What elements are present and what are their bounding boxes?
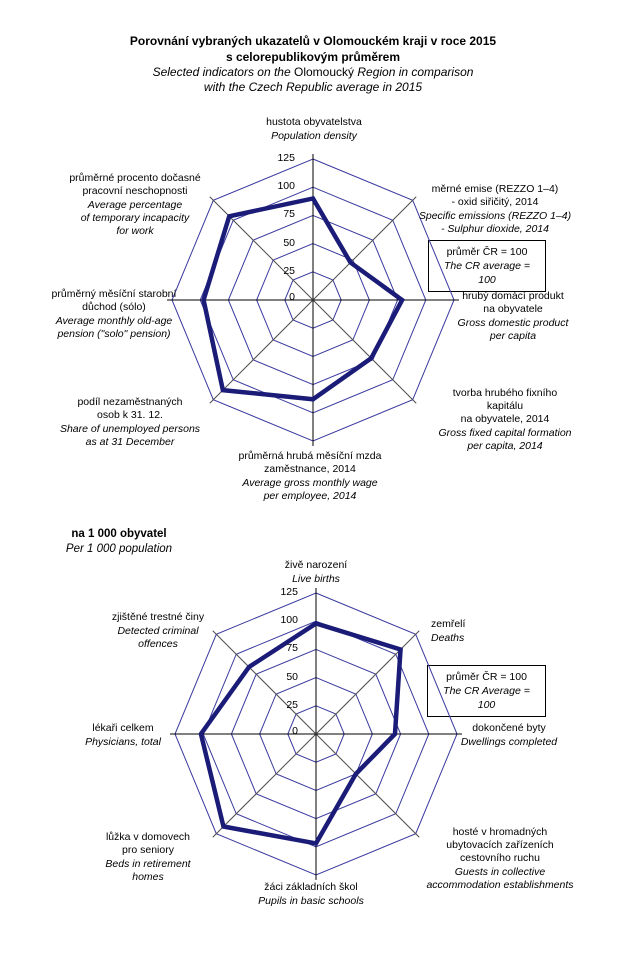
axis-label-en-line: Gross domestic product [457, 317, 569, 329]
axis-label-en-line: Specific emissions (REZZO 1–4) [418, 210, 572, 222]
axis-label-en-line: Population density [271, 130, 357, 142]
tick-label-125: 125 [280, 586, 298, 598]
axis-label-en-line: of temporary incapacity [80, 212, 190, 224]
axis-label-chart1-7 [69, 172, 200, 238]
axis-label-cs-line: důchod (sólo) [82, 301, 146, 313]
axis-label-cs-line: lékaři celkem [92, 722, 154, 734]
figure-title [0, 33, 626, 95]
axis-label-chart2-3 [426, 826, 573, 892]
radar-axis-spoke-1 [316, 631, 419, 734]
axis-label-en-line: pension ("solo" pension) [57, 328, 171, 340]
axis-label-en-line: Guests in collective [454, 866, 546, 878]
tick-label-0: 0 [292, 725, 298, 737]
title-en-line2: with the Czech Republic average in 2015 [203, 80, 423, 94]
axis-label-cs-line: na obyvatele, 2014 [460, 413, 550, 425]
axis-label-cs-line: zaměstnance, 2014 [264, 463, 356, 475]
axis-label-cs-line: cestovního ruchu [460, 852, 540, 864]
axis-label-cs-line: - oxid siřičitý, 2014 [451, 196, 539, 208]
axis-label-chart2-1 [431, 618, 465, 645]
title-cs-line2: s celorepublikovým průměrem [225, 50, 401, 64]
axis-label-chart1-1 [419, 183, 571, 236]
tick-label-125: 125 [277, 152, 295, 164]
axis-label-en-line: Physicians, total [85, 736, 161, 748]
axis-label-en-line: Gross fixed capital formation [438, 427, 572, 439]
axis-label-en-line: Share of unemployed persons [59, 423, 201, 435]
axis-label-cs-line: lůžka v domovech [105, 831, 191, 843]
tick-label-75: 75 [286, 642, 298, 655]
axis-label-cs-line: ubytovacích zařízeních [446, 839, 554, 851]
axis-label-cs-line: průměrná hrubá měsíční mzda [238, 450, 382, 462]
axis-label-chart1-5 [60, 396, 200, 449]
axis-label-en-line: Average monthly old-age [55, 315, 173, 327]
axis-label-en-line: homes [132, 871, 164, 883]
axis-label-chart1-6 [52, 288, 177, 341]
tick-label-25: 25 [286, 698, 298, 711]
axis-label-en-line: Pupils in basic schools [258, 895, 364, 907]
axis-label-cs-line: hustota obyvatelstva [266, 116, 362, 128]
radar-axis-spoke-5 [213, 734, 316, 837]
axis-label-cs-line: pro seniory [122, 844, 174, 856]
tick-label-50: 50 [283, 236, 295, 249]
axis-label-chart1-0 [266, 116, 362, 143]
axis-label-cs-line: osob k 31. 12. [97, 409, 163, 421]
radar-axis-spoke-1 [313, 197, 416, 300]
tick-label-100: 100 [277, 180, 295, 193]
axis-label-en-line: for work [116, 225, 154, 237]
title-cs-line1: Porovnání vybraných ukazatelů v Olomouckém kraji v roce 2015 [129, 34, 497, 48]
axis-label-cs-line: měrné emise (REZZO 1–4) [431, 183, 559, 195]
axis-label-cs-line: zjištěné trestné činy [111, 611, 205, 623]
axis-label-en-line: Detected criminal [117, 625, 199, 637]
axis-label-cs-line: pracovní neschopnosti [82, 185, 188, 197]
axis-label-en-line: as at 31 December [85, 436, 175, 448]
radar-axis-spoke-7 [210, 197, 313, 300]
axis-label-en-line: - Sulphur dioxide, 2014 [440, 223, 549, 235]
axis-label-chart2-7 [112, 611, 204, 651]
axis-label-cs-line: průměrné procento dočasné [69, 172, 201, 184]
axis-label-cs-line: hosté v hromadných [452, 826, 548, 838]
axis-label-en-line: Deaths [431, 632, 465, 644]
axis-label-chart1-2 [458, 290, 569, 343]
axis-label-cs-line: kapitálu [486, 400, 524, 412]
axis-label-chart2-5 [105, 831, 190, 884]
legend2-cs: průměr ČR = 100 [446, 671, 527, 683]
axis-label-chart2-6 [85, 722, 161, 749]
tick-label-25: 25 [283, 264, 295, 277]
tick-label-50: 50 [286, 670, 298, 683]
tick-label-75: 75 [283, 208, 295, 221]
radar-axis-spoke-3 [316, 734, 419, 837]
axis-label-cs-line: průměrný měsíční starobní [51, 288, 177, 300]
section2-heading-cs: na 1 000 obyvatel [71, 528, 167, 540]
axis-label-en-line: Average gross monthly wage [242, 477, 378, 489]
legend2-en: The CR Average = 100 [443, 685, 530, 711]
axis-label-en-line: per employee, 2014 [263, 490, 357, 502]
axis-label-cs-line: hrubý domácí produkt [462, 290, 564, 302]
axis-label-en-line: offences [138, 638, 178, 650]
radar-axis-spoke-7 [213, 631, 316, 734]
legend1-en: The CR average = 100 [443, 260, 531, 286]
axis-label-en-line: accommodation establishments [426, 879, 574, 891]
axis-label-chart2-4 [258, 881, 364, 908]
axis-label-cs-line: živě narození [284, 559, 348, 571]
legend1-cs: průměr ČR = 100 [446, 246, 528, 258]
radar-data-polygon [201, 623, 401, 843]
axis-label-chart2-0 [285, 559, 347, 586]
axis-label-cs-line: dokončené byty [472, 722, 546, 734]
axis-label-en-line: per capita [489, 330, 537, 342]
tick-label-100: 100 [280, 614, 298, 627]
axis-label-en-line: Live births [292, 573, 340, 585]
radar-data-polygon [204, 198, 403, 399]
radar-axis-spoke-5 [210, 300, 313, 403]
axis-label-chart1-4 [239, 450, 382, 503]
title-en-line1: Selected indicators on the Olomoucký Region in comparison [152, 65, 474, 79]
axis-label-cs-line: tvorba hrubého fixního [452, 387, 558, 399]
axis-label-en-line: per capita, 2014 [467, 440, 543, 452]
axis-label-cs-line: zemřelí [431, 618, 466, 630]
axis-label-cs-line: podíl nezaměstnaných [77, 396, 183, 408]
axis-label-en-line: Dwellings completed [460, 736, 558, 748]
axis-label-cs-line: na obyvatele [483, 303, 543, 315]
axis-label-chart1-3 [438, 387, 571, 453]
axis-label-en-line: Average percentage [87, 199, 183, 211]
axis-label-en-line: Beds in retirement [105, 858, 191, 870]
axis-label-chart2-2 [461, 722, 557, 749]
axis-label-cs-line: žáci základních škol [264, 881, 358, 893]
section2-heading-en: Per 1 000 population [65, 543, 173, 555]
tick-label-0: 0 [289, 291, 295, 303]
